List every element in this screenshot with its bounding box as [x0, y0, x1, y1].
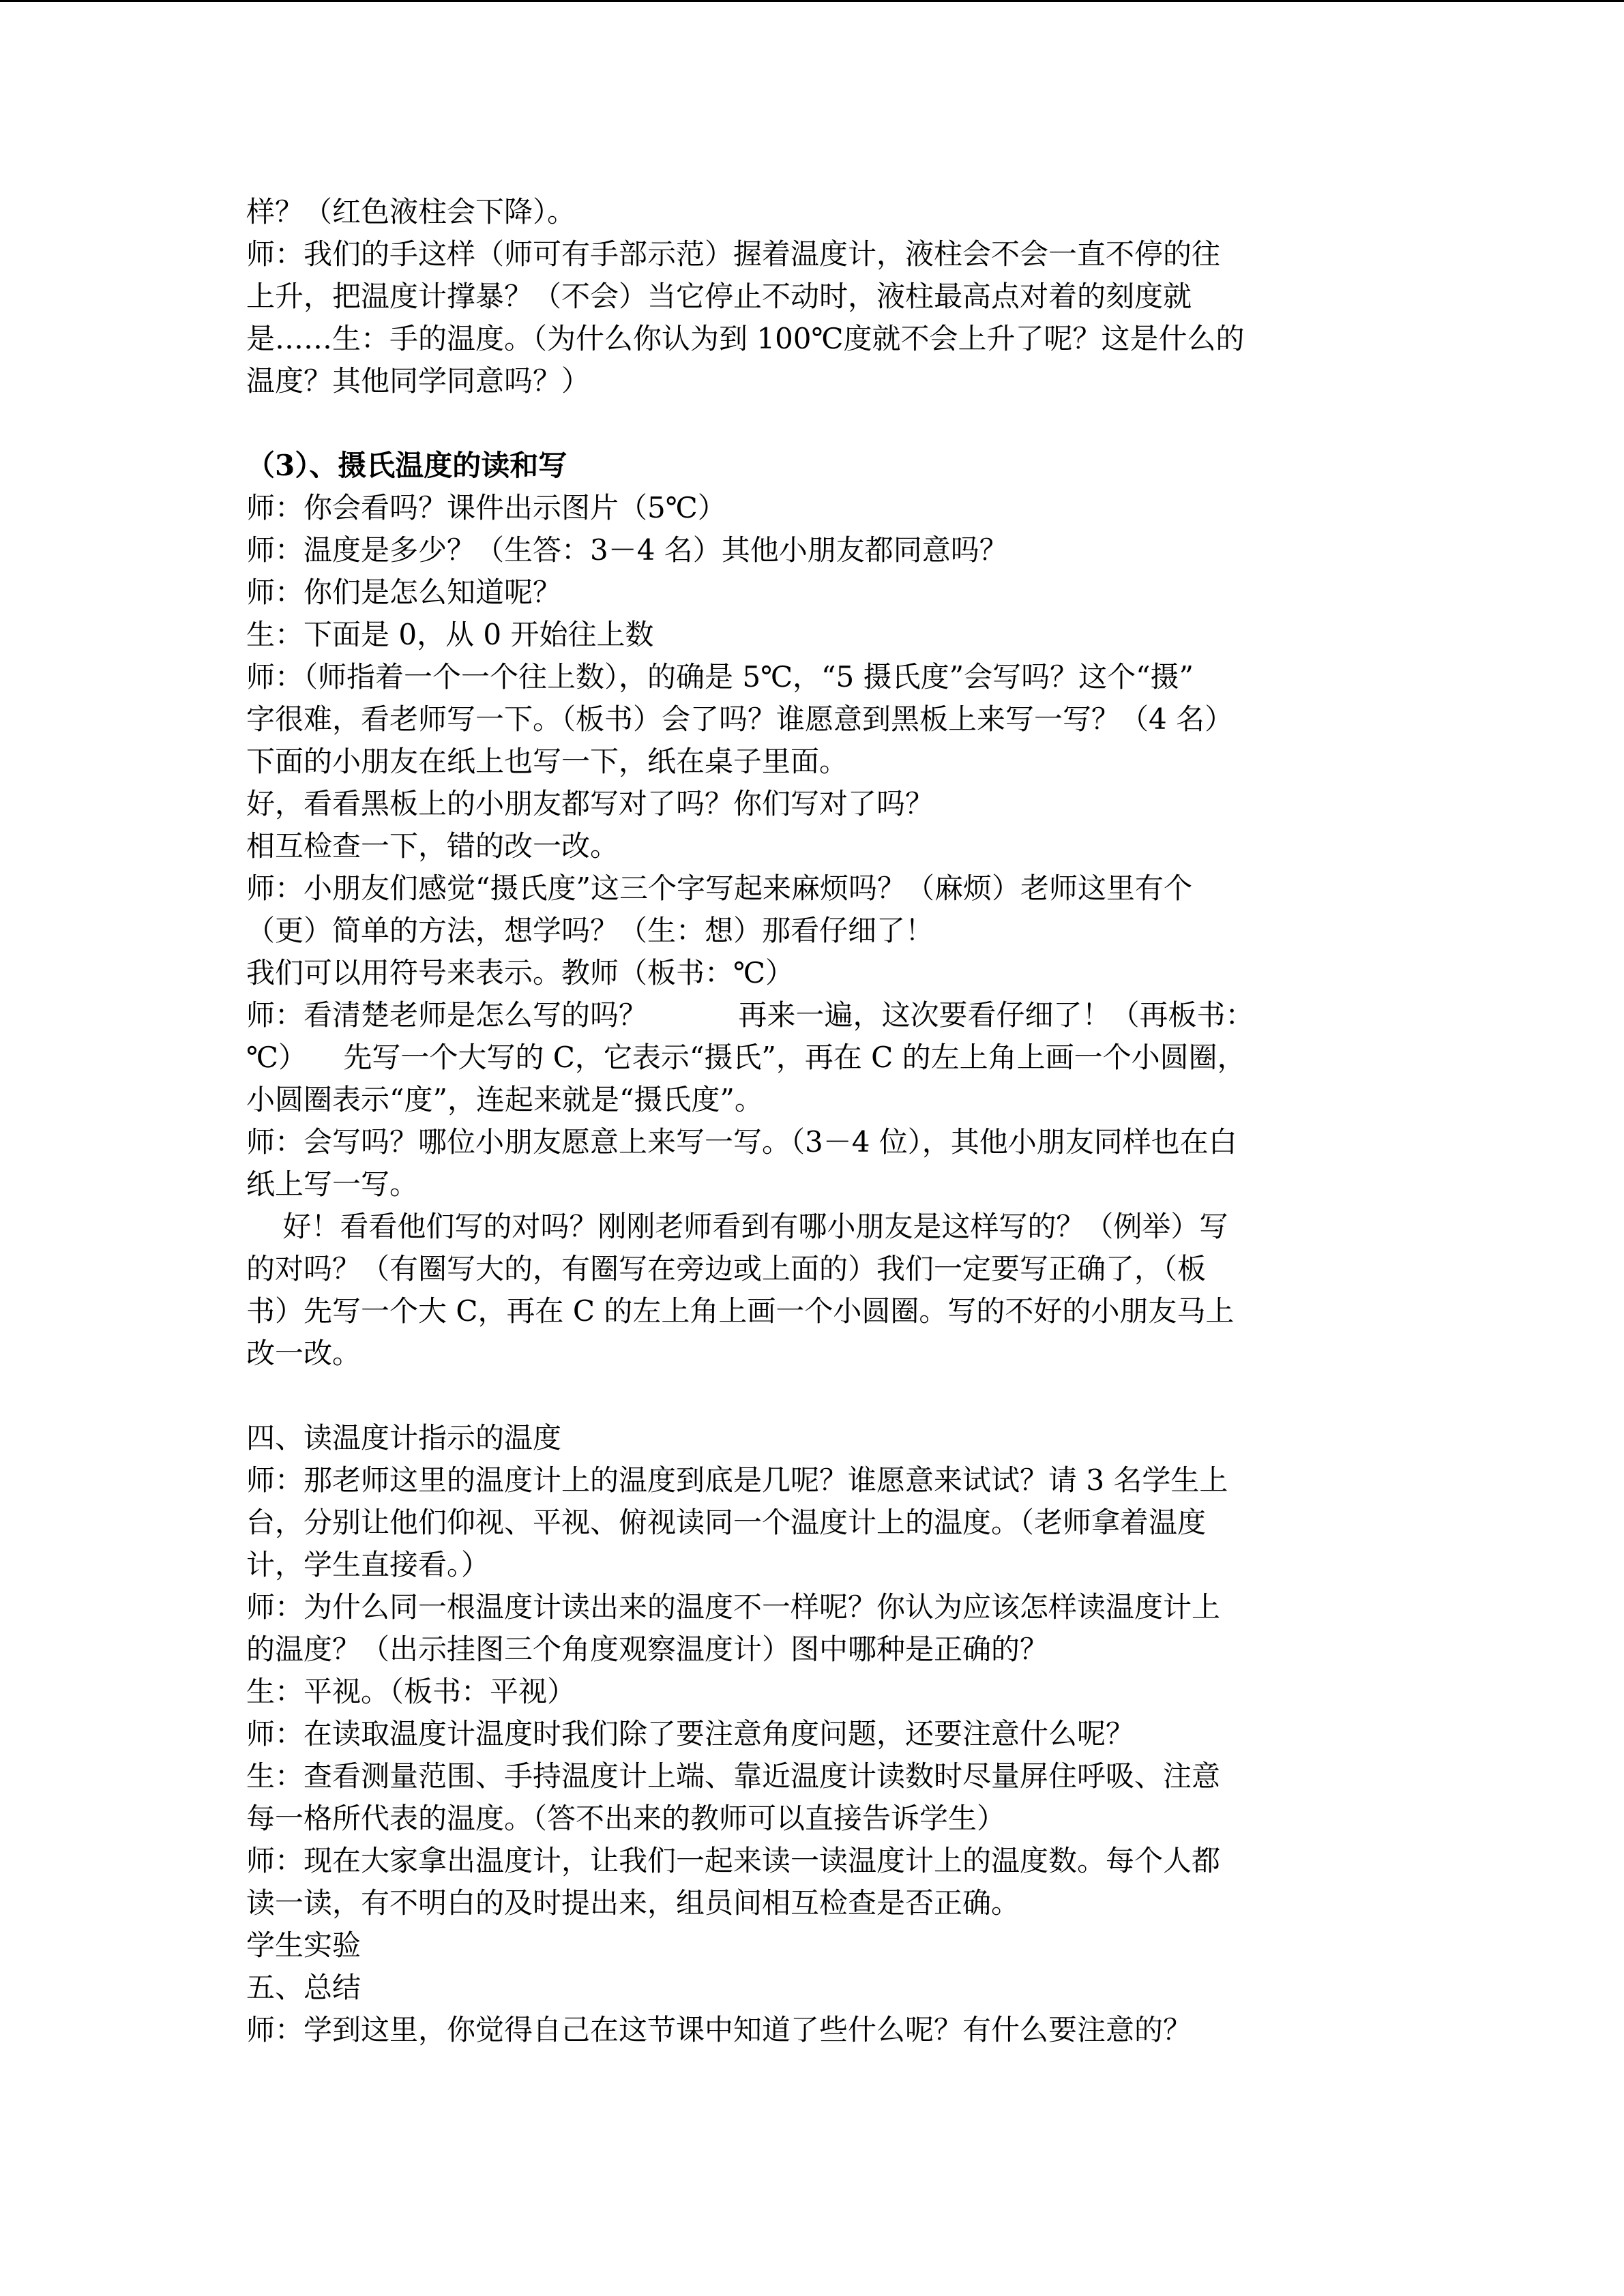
text-line: 是……生：手的温度。（为什么你认为到 100℃度就不会上升了呢？这是什么的 — [246, 322, 1245, 355]
text-line: 师：那老师这里的温度计上的温度到底是几呢？谁愿意来试试？请 3 名学生上 — [246, 1463, 1228, 1497]
text-line: 我们可以用符号来表示。教师（板书：℃） — [246, 956, 794, 989]
text-line: 计，学生直接看。） — [246, 1548, 490, 1581]
text-line: 字很难，看老师写一下。（板书）会了吗？谁愿意到黑板上来写一写？（4 名） — [246, 702, 1234, 736]
text-line: 好！看看他们写的对吗？刚刚老师看到有哪小朋友是这样写的？（例举）写 — [246, 1210, 1228, 1243]
blank-line — [246, 402, 1392, 445]
text-line: 样？（红色液柱会下降）。 — [246, 195, 576, 228]
text-line: 的温度？（出示挂图三个角度观察温度计）图中哪种是正确的？ — [246, 1632, 1049, 1666]
text-line: 生：平视。（板书：平视） — [246, 1675, 576, 1708]
top-border-line — [0, 0, 1624, 2]
text-line: 改一改。 — [246, 1337, 361, 1370]
text-line: （更）简单的方法，想学吗？（生：想）那看仔细了！ — [246, 914, 934, 947]
text-line: 师：看清楚老师是怎么写的吗？ 再来一遍，这次要看仔细了！（再板书： — [246, 998, 1254, 1032]
text-line: 师：在读取温度计温度时我们除了要注意角度问题，还要注意什么呢？ — [246, 1717, 1135, 1750]
text-line: 相互检查一下，错的改一改。 — [246, 829, 619, 863]
text-line: 师：（师指着一个一个往上数），的确是 5℃，“5 摄氏度”会写吗？这个“摄” — [246, 660, 1194, 694]
blank-line — [246, 1375, 1392, 1417]
text-line: 师：你会看吗？课件出示图片（5℃） — [246, 491, 726, 524]
text-line: 学生实验 — [246, 1928, 361, 1962]
text-line: 师：小朋友们感觉“摄氏度”这三个字写起来麻烦吗？（麻烦）老师这里有个 — [246, 871, 1192, 905]
text-line: 师：现在大家拿出温度计，让我们一起来读一读温度计上的温度数。每个人都 — [246, 1844, 1221, 1877]
text-line: 台，分别让他们仰视、平视、俯视读同一个温度计上的温度。（老师拿着温度 — [246, 1506, 1207, 1539]
document-body — [246, 191, 1392, 2051]
section-heading: （3）、摄氏温度的读和写 — [246, 449, 567, 482]
text-line: 师：学到这里，你觉得自己在这节课中知道了些什么呢？有什么要注意的？ — [246, 2013, 1192, 2046]
section-heading: 五、总结 — [246, 1971, 361, 2004]
text-line: 生：下面是 0，从 0 开始往上数 — [246, 618, 654, 651]
text-line: 书）先写一个大 C，再在 C 的左上角上画一个小圆圈。写的不好的小朋友马上 — [246, 1294, 1235, 1328]
text-line: 小圆圈表示“度”，连起来就是“摄氏度”。 — [246, 1083, 763, 1116]
text-line: 师：会写吗？哪位小朋友愿意上来写一写。（3－4 位），其他小朋友同样也在白 — [246, 1125, 1237, 1159]
text-line: 下面的小朋友在纸上也写一下，纸在桌子里面。 — [246, 745, 848, 778]
section-heading: 四、读温度计指示的温度 — [246, 1421, 562, 1455]
text-line: 温度？其他同学同意吗？） — [246, 364, 591, 398]
text-line: 读一读，有不明白的及时提出来，组员间相互检查是否正确。 — [246, 1886, 1020, 1920]
text-line: 师：我们的手这样（师可有手部示范）握着温度计，液柱会不会一直不停的往 — [246, 237, 1221, 271]
text-line: 纸上写一写。 — [246, 1167, 419, 1201]
text-line: ℃） 先写一个大写的 C，它表示“摄氏”，再在 C 的左上角上画一个小圆圈， — [246, 1041, 1246, 1074]
text-line: 师：为什么同一根温度计读出来的温度不一样呢？你认为应该怎样读温度计上 — [246, 1590, 1221, 1624]
text-line: 师：你们是怎么知道呢？ — [246, 576, 562, 609]
text-line: 生：查看测量范围、手持温度计上端、靠近温度计读数时尽量屏住呼吸、注意 — [246, 1759, 1221, 1793]
text-line: 上升，把温度计撑暴？（不会）当它停止不动时，液柱最高点对着的刻度就 — [246, 280, 1192, 313]
text-line: 每一格所代表的温度。（答不出来的教师可以直接告诉学生） — [246, 1802, 1006, 1835]
text-line: 师：温度是多少？（生答：3－4 名）其他小朋友都同意吗？ — [246, 533, 1008, 567]
text-line: 好，看看黑板上的小朋友都写对了吗？你们写对了吗？ — [246, 787, 934, 820]
text-line: 的对吗？（有圈写大的，有圈写在旁边或上面的）我们一定要写正确了，（板 — [246, 1252, 1207, 1285]
